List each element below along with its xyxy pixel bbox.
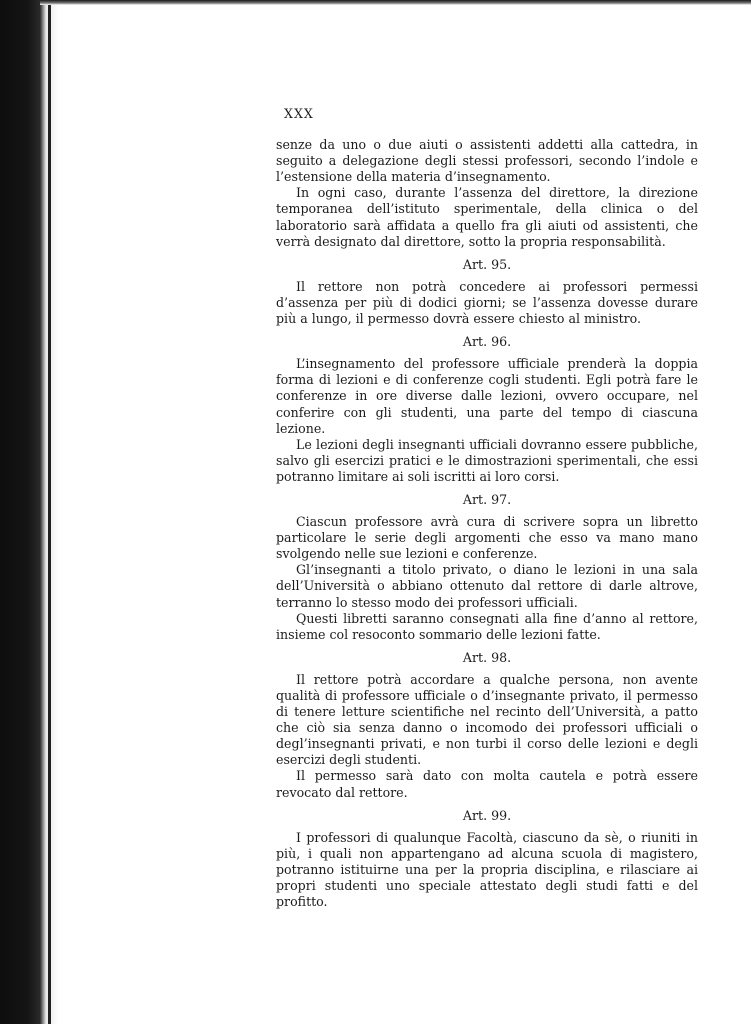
- article-heading: Art. 97.: [462, 491, 512, 507]
- article-heading: Art. 98.: [462, 649, 512, 665]
- article-heading: Art. 99.: [462, 807, 512, 823]
- paragraph: Il rettore potrà accordare a qualche persona, non avente qualità di professore ufficiale o d’insegnante privato, il permesso di tenere letture scientifiche nel recinto dell’Università, a patto che ciò sia senza danno o incomodo dei professori ufficiali o degl’insegnanti privati, e non turbi il corso delle lezioni e degli esercizi degli studenti.: [276, 671, 698, 768]
- page-top-edge: [40, 0, 751, 5]
- paragraph: I professori di qualunque Facoltà, ciascuno da sè, o riuniti in più, i quali non appartengano ad alcuna scuola di magistero, potranno istituirne una per la propria disciplina, e rilasciare ai propri studenti uno speciale attestato degli studi fatti e del profitto.: [276, 829, 698, 910]
- paragraph: senze da uno o due aiuti o assistenti addetti alla cattedra, in seguito a delegazione degli stessi professori, secondo l’indole e l’estensione della materia d’insegnamento.: [276, 137, 698, 185]
- paragraph: In ogni caso, durante l’assenza del direttore, la direzione temporanea dell’istituto sperimentale, della clinica o del laboratorio sarà affidata a quello fra gli aiuti od assistenti, che verrà designato dal direttore, sotto la propria responsabilità.: [276, 185, 698, 249]
- paragraph: Ciascun professore avrà cura di scrivere sopra un libretto particolare le serie degli argomenti che esso va mano mano svolgendo nelle sue lezioni e conferenze.: [276, 514, 698, 562]
- article-heading: Art. 95.: [462, 256, 512, 272]
- paragraph: Gl’insegnanti a titolo privato, o diano le lezioni in una sala dell’Università o abbiano ottenuto dal rettore di darle altrove, terranno lo stesso modo dei professori ufficiali.: [276, 562, 698, 610]
- book-spine-shadow: [0, 0, 62, 1024]
- paragraph: Il rettore non potrà concedere ai professori permessi d’assenza per più di dodici giorni; se l’assenza dovesse durare più a lungo, il permesso dovrà essere chiesto al ministro.: [276, 278, 698, 327]
- paragraph: Il permesso sarà dato con molta cautela e potrà essere revocato dal rettore.: [276, 768, 698, 800]
- paragraph: L’insegnamento del professore ufficiale prenderà la doppia forma di lezioni e di conferenze cogli studenti. Egli potrà fare le conferenze in ore diverse dalle lezioni, ovvero occupare, nel conferire con gli studenti, una parte del tempo di ciascuna lezione.: [276, 356, 698, 436]
- binding-edge: [48, 0, 51, 1024]
- page-body: [276, 106, 698, 910]
- article-heading: Art. 96.: [462, 334, 512, 350]
- page-number: XXX: [284, 106, 314, 121]
- paragraph: Le lezioni degli insegnanti ufficiali dovranno essere pubbliche, salvo gli esercizi pratici e le dimostrazioni sperimentali, che essi potranno limitare ai soli iscritti ai loro corsi.: [276, 436, 698, 484]
- paragraph: Questi libretti saranno consegnati alla fine d’anno al rettore, insieme col resoconto sommario delle lezioni fatte.: [276, 610, 698, 642]
